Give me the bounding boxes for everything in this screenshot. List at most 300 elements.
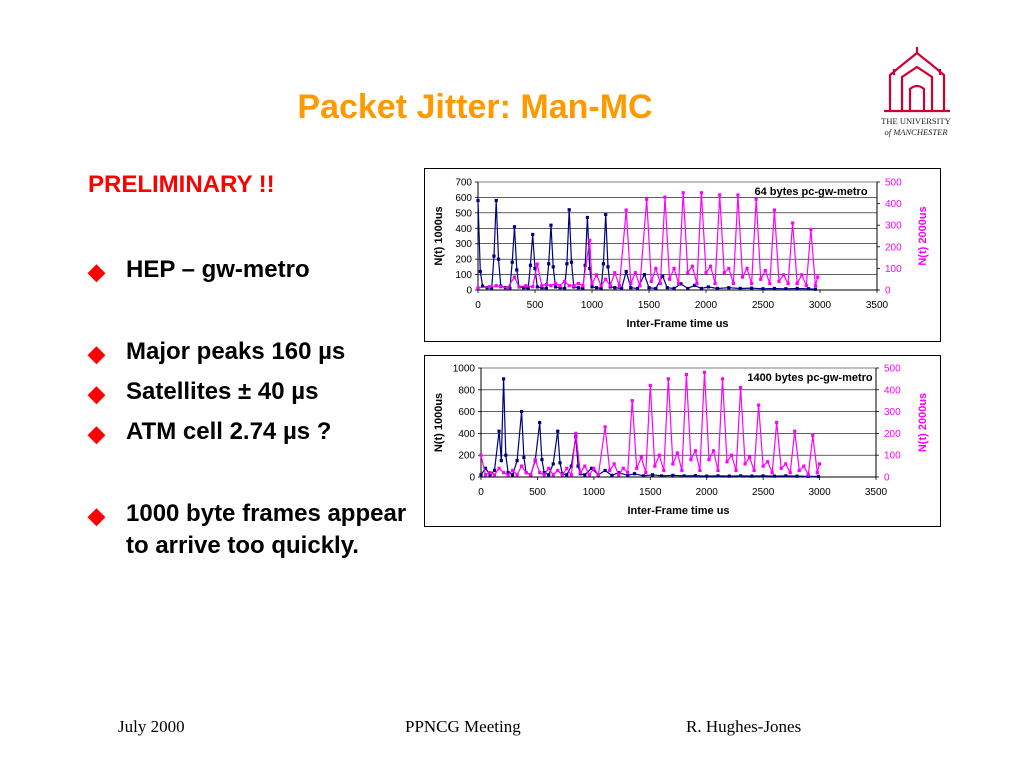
data-point: [479, 473, 482, 476]
university-name-line-2: of MANCHESTER: [884, 127, 948, 137]
preliminary-label: PRELIMINARY !!: [88, 171, 275, 198]
data-point: [805, 284, 808, 287]
data-point: [642, 474, 645, 477]
bullet-item: [88, 416, 426, 448]
data-point: [504, 454, 507, 457]
data-point: [577, 286, 580, 289]
data-point: [506, 473, 509, 476]
data-point: [515, 268, 518, 271]
data-point: [766, 460, 769, 463]
data-point: [497, 467, 500, 470]
university-name-line-1: THE UNIVERSITY: [881, 116, 951, 126]
data-point: [802, 465, 805, 468]
diamond-bullet-icon: ◆: [88, 381, 105, 406]
y-tick-label: 700: [455, 177, 472, 189]
bullet-text: Major peaks 160 µs: [126, 338, 346, 365]
y2-tick-label: 100: [884, 450, 901, 462]
data-point: [777, 280, 780, 283]
data-point: [565, 262, 568, 265]
data-point: [613, 286, 616, 289]
data-point: [716, 287, 719, 290]
y2-tick-label: 500: [884, 363, 901, 375]
x-axis-label: Inter-Frame time us: [627, 505, 730, 517]
y-tick-label: 600: [455, 192, 472, 204]
data-point: [714, 282, 717, 285]
y-tick-label: 0: [466, 285, 472, 297]
bullet-text: Satellites ± 40 µs: [126, 378, 319, 405]
data-point: [506, 286, 509, 289]
y-tick-label: 1000: [452, 363, 475, 375]
data-point: [647, 286, 650, 289]
data-point: [727, 267, 730, 270]
data-point: [517, 285, 520, 288]
data-point: [579, 471, 582, 474]
data-point: [488, 471, 491, 474]
data-point: [786, 282, 789, 285]
data-point: [667, 377, 670, 380]
data-point: [653, 465, 656, 468]
data-point: [545, 287, 548, 290]
data-point: [549, 224, 552, 227]
data-point: [590, 285, 593, 288]
data-point: [547, 262, 550, 265]
data-point: [609, 284, 612, 287]
data-point: [759, 278, 762, 281]
data-point: [604, 425, 607, 428]
data-point: [572, 284, 575, 287]
data-point: [565, 467, 568, 470]
data-point: [773, 475, 776, 478]
data-point: [531, 285, 534, 288]
data-point: [549, 284, 552, 287]
data-point: [534, 458, 537, 461]
data-point: [795, 475, 798, 478]
data-point: [668, 278, 671, 281]
data-point: [558, 284, 561, 287]
data-point: [561, 473, 564, 476]
data-point: [818, 462, 821, 465]
y-tick-label: 400: [458, 428, 475, 440]
data-point: [672, 267, 675, 270]
diamond-bullet-icon: ◆: [88, 503, 105, 528]
data-point: [768, 282, 771, 285]
series-line-2000us: [481, 372, 820, 474]
data-point: [586, 216, 589, 219]
data-point: [554, 285, 557, 288]
data-point: [727, 286, 730, 289]
data-point: [538, 471, 541, 474]
data-point: [695, 282, 698, 285]
x-tick-label: 1500: [637, 300, 661, 311]
x-tick-label: 2500: [752, 487, 775, 498]
data-point: [588, 239, 591, 242]
data-point: [739, 287, 742, 290]
bullet-item: [88, 376, 426, 408]
data-point: [700, 191, 703, 194]
data-point: [807, 473, 810, 476]
data-point: [570, 261, 573, 264]
data-point: [495, 284, 498, 287]
data-point: [613, 462, 616, 465]
bullet-item: [88, 498, 426, 562]
data-point: [497, 430, 500, 433]
data-point: [734, 469, 737, 472]
chart-64-bytes: [424, 168, 941, 342]
footer-date: July 2000: [118, 717, 185, 736]
data-point: [583, 465, 586, 468]
chart-title: 1400 bytes pc-gw-metro: [747, 372, 873, 384]
y-tick-label: 200: [458, 450, 475, 462]
y-tick-label: 500: [455, 208, 472, 220]
data-point: [604, 213, 607, 216]
data-point: [520, 410, 523, 413]
data-point: [725, 460, 728, 463]
data-point: [638, 284, 641, 287]
data-point: [531, 233, 534, 236]
data-point: [784, 287, 787, 290]
y2-tick-label: 200: [884, 428, 901, 440]
x-tick-label: 1500: [639, 487, 662, 498]
bullet-item: [88, 336, 426, 368]
x-tick-label: 3500: [864, 487, 888, 498]
data-point: [659, 282, 662, 285]
data-point: [590, 282, 593, 285]
data-point: [775, 421, 778, 424]
bullet-text: ATM cell 2.74 µs ?: [126, 418, 332, 445]
data-point: [654, 267, 657, 270]
data-point: [552, 265, 555, 268]
data-point: [476, 199, 479, 202]
data-point: [479, 454, 482, 457]
data-point: [588, 473, 591, 476]
data-point: [750, 282, 753, 285]
data-point: [484, 473, 487, 476]
data-point: [558, 461, 561, 464]
data-point: [771, 471, 774, 474]
x-tick-label: 500: [529, 487, 546, 498]
data-point: [704, 271, 707, 274]
data-point: [703, 371, 706, 374]
data-point: [817, 475, 820, 478]
data-point: [762, 465, 765, 468]
data-point: [807, 287, 810, 290]
data-point: [497, 258, 500, 261]
data-point: [633, 472, 636, 475]
y2-tick-label: 200: [885, 242, 902, 254]
data-point: [563, 287, 566, 290]
x-tick-label: 0: [478, 487, 484, 498]
data-point: [671, 462, 674, 465]
data-point: [761, 287, 764, 290]
y-tick-label: 800: [458, 385, 475, 397]
data-point: [739, 474, 742, 477]
data-point: [600, 284, 603, 287]
data-point: [694, 474, 697, 477]
data-point: [602, 262, 605, 265]
data-point: [625, 208, 628, 211]
data-point: [538, 421, 541, 424]
series-line-2000us: [478, 193, 818, 288]
data-point: [753, 469, 756, 472]
data-point: [689, 458, 692, 461]
y2-tick-label: 400: [884, 385, 901, 397]
data-point: [694, 449, 697, 452]
data-point: [563, 280, 566, 283]
data-point: [597, 473, 600, 476]
data-point: [622, 467, 625, 470]
data-point: [814, 288, 817, 291]
data-point: [617, 473, 620, 476]
data-point: [540, 284, 543, 287]
data-point: [543, 473, 546, 476]
data-point: [511, 469, 514, 472]
data-point: [676, 451, 679, 454]
data-point: [511, 473, 514, 476]
diamond-bullet-icon: ◆: [88, 341, 105, 366]
data-point: [552, 473, 555, 476]
data-point: [645, 198, 648, 201]
data-point: [476, 286, 479, 289]
y2-tick-label: 0: [885, 285, 891, 297]
x-tick-label: 0: [475, 300, 481, 311]
data-point: [739, 386, 742, 389]
data-point: [686, 271, 689, 274]
data-point: [493, 469, 496, 472]
data-point: [613, 271, 616, 274]
y2-tick-label: 400: [885, 199, 902, 211]
data-point: [631, 399, 634, 402]
data-point: [568, 284, 571, 287]
data-point: [618, 284, 621, 287]
data-point: [547, 467, 550, 470]
data-point: [654, 287, 657, 290]
y2-tick-label: 500: [885, 177, 902, 189]
data-point: [707, 458, 710, 461]
data-point: [529, 264, 532, 267]
data-point: [712, 449, 715, 452]
data-point: [716, 469, 719, 472]
data-point: [791, 221, 794, 224]
data-point: [565, 473, 568, 476]
data-point: [556, 430, 559, 433]
data-point: [750, 287, 753, 290]
data-point: [709, 265, 712, 268]
data-point: [556, 469, 559, 472]
x-tick-label: 2500: [751, 300, 775, 311]
data-point: [707, 285, 710, 288]
data-point: [793, 430, 796, 433]
data-point: [636, 287, 639, 290]
data-point: [748, 456, 751, 459]
diamond-bullet-icon: ◆: [88, 259, 105, 284]
x-axis-label: Inter-Frame time us: [626, 318, 729, 330]
data-point: [773, 287, 776, 290]
data-point: [577, 282, 580, 285]
data-point: [730, 454, 733, 457]
data-point: [581, 284, 584, 287]
y2-axis-label: N(t) 2000us: [917, 392, 929, 453]
data-point: [516, 473, 519, 476]
data-point: [626, 471, 629, 474]
chart-64-bytes-svg: [425, 169, 940, 341]
data-point: [798, 469, 801, 472]
data-point: [784, 462, 787, 465]
data-point: [784, 474, 787, 477]
data-point: [499, 285, 502, 288]
data-point: [634, 271, 637, 274]
slide-title: Packet Jitter: Man-MC: [297, 88, 653, 126]
data-point: [516, 459, 519, 462]
data-point: [592, 467, 595, 470]
data-point: [691, 265, 694, 268]
data-point: [650, 280, 653, 283]
data-point: [643, 273, 646, 276]
chart-1400-bytes: [424, 355, 941, 527]
data-point: [502, 471, 505, 474]
data-point: [716, 474, 719, 477]
data-point: [595, 286, 598, 289]
data-point: [680, 469, 683, 472]
data-point: [672, 287, 675, 290]
data-point: [789, 471, 792, 474]
data-point: [513, 225, 516, 228]
data-point: [527, 287, 530, 290]
data-point: [620, 287, 623, 290]
data-point: [522, 456, 525, 459]
data-point: [705, 475, 708, 478]
x-tick-label: 3000: [808, 300, 832, 311]
y2-tick-label: 100: [885, 263, 902, 275]
data-point: [773, 208, 776, 211]
data-point: [479, 270, 482, 273]
data-point: [721, 377, 724, 380]
data-point: [736, 193, 739, 196]
data-point: [723, 271, 726, 274]
footer-author: R. Hughes-Jones: [686, 717, 802, 736]
data-point: [536, 285, 539, 288]
data-point: [780, 467, 783, 470]
data-point: [488, 285, 491, 288]
data-point: [552, 462, 555, 465]
data-point: [604, 278, 607, 281]
x-tick-label: 3500: [865, 300, 889, 311]
y-tick-label: 400: [455, 223, 472, 235]
data-point: [570, 473, 573, 476]
data-point: [524, 284, 527, 287]
data-point: [545, 283, 548, 286]
x-tick-label: 3000: [808, 487, 831, 498]
data-point: [604, 469, 607, 472]
y-tick-label: 600: [458, 407, 475, 419]
data-point: [814, 284, 817, 287]
data-point: [811, 434, 814, 437]
university-crest-icon: [880, 45, 955, 115]
data-point: [677, 282, 680, 285]
data-point: [554, 282, 557, 285]
bullet-text: HEP – gw-metro: [126, 256, 310, 283]
data-point: [800, 273, 803, 276]
data-point: [816, 471, 819, 474]
data-point: [583, 473, 586, 476]
data-point: [762, 474, 765, 477]
data-point: [513, 275, 516, 278]
data-point: [718, 193, 721, 196]
footer-event: PPNCG Meeting: [405, 717, 521, 736]
data-point: [796, 287, 799, 290]
data-point: [660, 474, 663, 477]
chart-1400-bytes-svg: [425, 356, 940, 526]
series-line-1000us: [478, 201, 815, 290]
x-tick-label: 1000: [580, 300, 604, 311]
data-point: [608, 469, 611, 472]
data-point: [686, 287, 689, 290]
data-point: [671, 474, 674, 477]
bullet-text: 1000 byte frames appear to arrive too quickly.: [126, 500, 407, 559]
data-point: [649, 384, 652, 387]
data-point: [629, 286, 632, 289]
data-point: [700, 287, 703, 290]
data-point: [644, 471, 647, 474]
x-tick-label: 2000: [694, 300, 718, 311]
y-tick-label: 100: [455, 270, 472, 282]
data-point: [492, 254, 495, 257]
diamond-bullet-icon: ◆: [88, 421, 105, 446]
data-point: [755, 198, 758, 201]
data-point: [816, 275, 819, 278]
data-point: [600, 287, 603, 290]
data-point: [651, 473, 654, 476]
data-point: [685, 373, 688, 376]
x-tick-label: 1000: [582, 487, 605, 498]
y2-tick-label: 300: [884, 407, 901, 419]
data-point: [547, 473, 550, 476]
data-point: [495, 199, 498, 202]
data-point: [661, 275, 664, 278]
data-point: [666, 286, 669, 289]
data-point: [757, 403, 760, 406]
chart-title: 64 bytes pc-gw-metro: [754, 186, 868, 198]
data-point: [520, 465, 523, 468]
data-point: [683, 474, 686, 477]
university-name: [866, 116, 966, 138]
data-point: [493, 473, 496, 476]
data-point: [640, 456, 643, 459]
y2-tick-label: 0: [884, 472, 890, 484]
y2-axis-label: N(t) 2000us: [917, 206, 929, 266]
data-point: [511, 261, 514, 264]
data-point: [626, 474, 629, 477]
data-point: [625, 270, 628, 273]
data-point: [809, 228, 812, 231]
data-point: [682, 191, 685, 194]
y2-tick-label: 300: [885, 220, 902, 232]
data-point: [610, 474, 613, 477]
data-point: [525, 471, 528, 474]
data-point: [750, 475, 753, 478]
data-point: [595, 273, 598, 276]
data-point: [568, 208, 571, 211]
data-point: [764, 269, 767, 272]
data-point: [743, 462, 746, 465]
data-point: [741, 275, 744, 278]
data-point: [529, 473, 532, 476]
data-point: [581, 287, 584, 290]
y-tick-label: 300: [455, 239, 472, 251]
data-point: [502, 377, 505, 380]
y-tick-label: 0: [469, 472, 475, 484]
data-point: [662, 469, 665, 472]
data-point: [658, 454, 661, 457]
